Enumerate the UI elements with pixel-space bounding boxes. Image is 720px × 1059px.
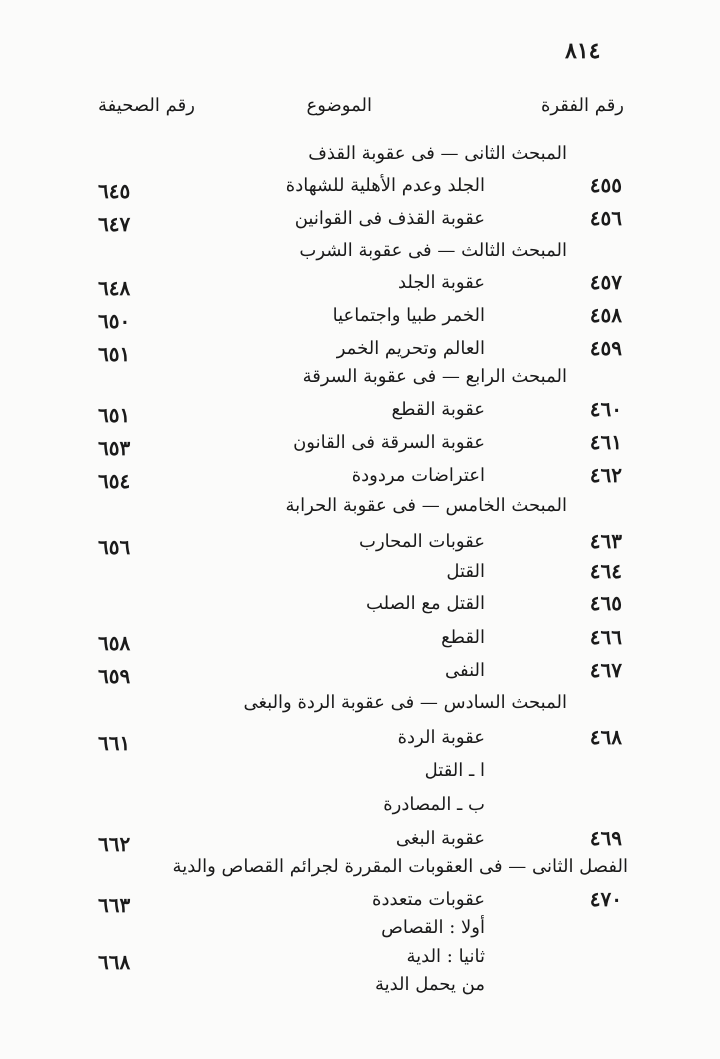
paragraph-number: ٤٦٧ [589, 658, 622, 682]
page-reference: ٦٦٨ [98, 950, 131, 974]
topic-title: اعتراضات مردودة [351, 465, 485, 486]
page-reference: ٦٥٨ [98, 631, 131, 655]
page-number: ٨١٤ [565, 38, 601, 64]
topic-title: النفى [444, 660, 485, 681]
page-reference: ٦٥٠ [98, 309, 131, 333]
paragraph-number: ٤٥٦ [589, 206, 622, 230]
paragraph-number: ٤٥٨ [589, 303, 622, 327]
paragraph-number: ٤٥٥ [589, 173, 622, 197]
page-reference: ٦٤٧ [98, 212, 131, 236]
header-paragraph-number: رقم الفقرة [540, 95, 624, 116]
page-reference: ٦٤٥ [98, 179, 131, 203]
section-heading: المبحث الثانى — فى عقوبة القذف [308, 143, 567, 164]
page-reference: ٦٥٣ [98, 436, 131, 460]
header-page-number: رقم الصحيفة [98, 95, 195, 116]
topic-title: القطع [441, 627, 485, 648]
topic-title: عقوبة القطع [391, 399, 485, 420]
page-reference: ٦٦٣ [98, 893, 131, 917]
topic-title: القتل [446, 561, 485, 582]
topic-title: عقوبات المحارب [359, 531, 485, 552]
page-reference: ٦٥٤ [98, 469, 131, 493]
topic-title: الخمر طبيا واجتماعيا [332, 305, 485, 326]
topic-title: ب ـ المصادرة [383, 794, 485, 815]
paragraph-number: ٤٦٠ [589, 397, 622, 421]
topic-title: عقوبة البغى [395, 828, 485, 849]
paragraph-number: ٤٦٣ [589, 529, 622, 553]
topic-title: الجلد وعدم الأهلية للشهادة [285, 175, 485, 196]
paragraph-number: ٤٦٤ [589, 559, 622, 583]
page-reference: ٦٥١ [98, 342, 131, 366]
paragraph-number: ٤٦٦ [589, 625, 622, 649]
paragraph-number: ٤٦٨ [589, 725, 622, 749]
topic-title: عقوبة الردة [397, 727, 485, 748]
section-heading: المبحث الثالث — فى عقوبة الشرب [299, 240, 567, 261]
topic-title: ا ـ القتل [424, 760, 485, 781]
header-topic: الموضوع [306, 95, 372, 116]
page-reference: ٦٥٦ [98, 535, 131, 559]
paragraph-number: ٤٦٢ [589, 463, 622, 487]
paragraph-number: ٤٦٩ [589, 826, 622, 850]
topic-title: القتل مع الصلب [365, 593, 485, 614]
section-heading: المبحث الرابع — فى عقوبة السرقة [302, 366, 567, 387]
topic-title: عقوبة القذف فى القوانين [294, 208, 485, 229]
page-reference: ٦٥١ [98, 403, 131, 427]
topic-title: العالم وتحريم الخمر [336, 338, 485, 359]
topic-title: عقوبة الجلد [397, 272, 485, 293]
topic-title: أولا : القصاص [381, 917, 485, 938]
page-reference: ٦٦١ [98, 731, 131, 755]
section-heading: المبحث الخامس — فى عقوبة الحرابة [285, 495, 567, 516]
section-heading: المبحث السادس — فى عقوبة الردة والبغى [243, 692, 567, 713]
paragraph-number: ٤٦١ [589, 430, 622, 454]
topic-title: عقوبات متعددة [372, 889, 485, 910]
page-reference: ٦٦٢ [98, 832, 131, 856]
page-reference: ٦٤٨ [98, 276, 131, 300]
topic-title: من يحمل الدية [374, 974, 485, 995]
paragraph-number: ٤٥٧ [589, 270, 622, 294]
paragraph-number: ٤٦٥ [589, 591, 622, 615]
chapter-heading: الفصل الثانى — فى العقوبات المقررة لجرائم القصاص والدية [172, 856, 628, 877]
page-reference: ٦٥٩ [98, 664, 131, 688]
paragraph-number: ٤٥٩ [589, 336, 622, 360]
topic-title: ثانيا : الدية [406, 946, 485, 967]
topic-title: عقوبة السرقة فى القانون [293, 432, 485, 453]
paragraph-number: ٤٧٠ [589, 887, 622, 911]
